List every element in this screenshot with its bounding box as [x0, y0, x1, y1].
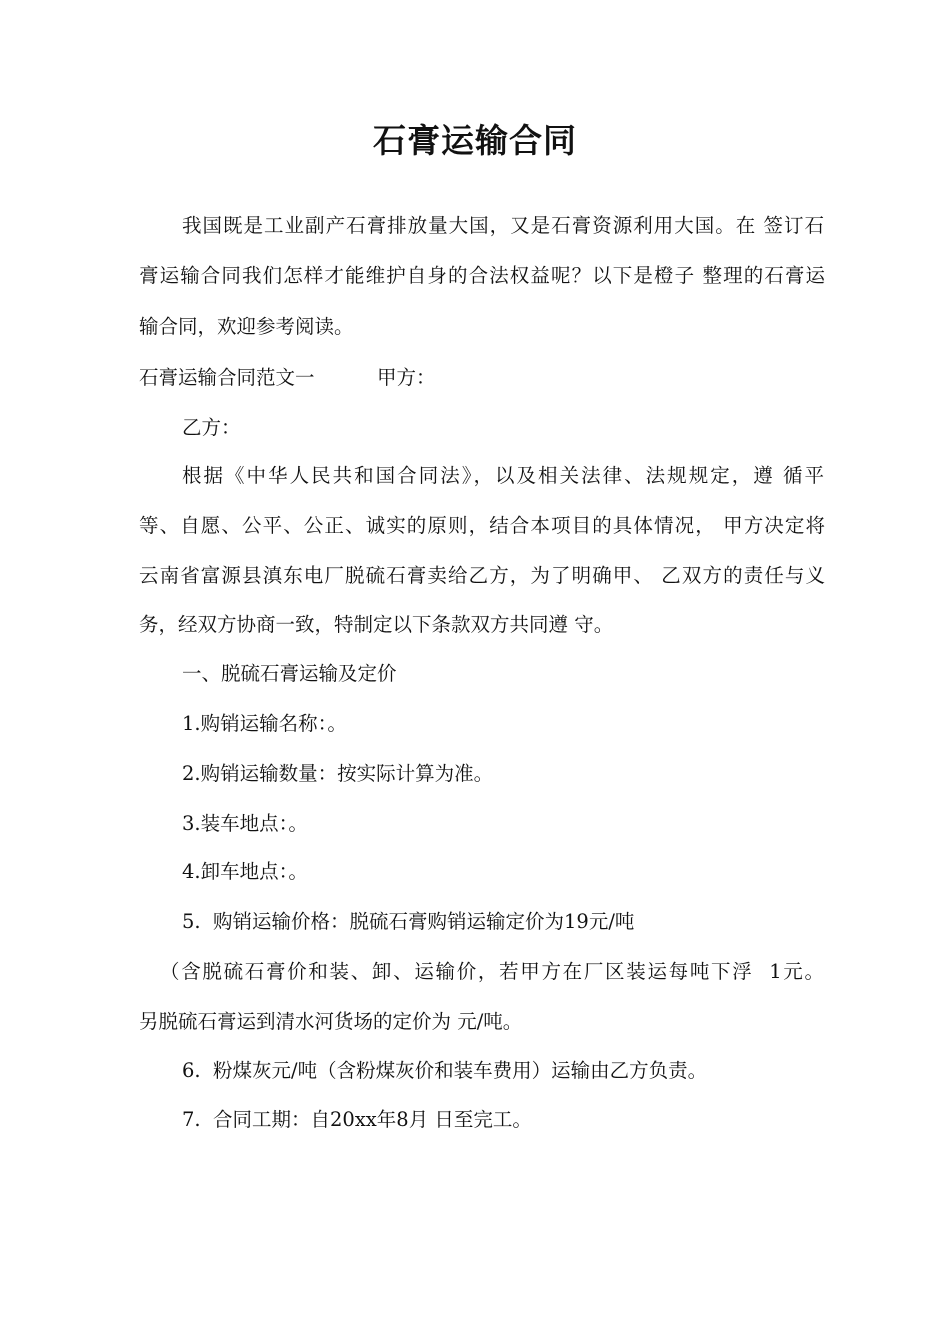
section-1-heading: 一、脱硫石膏运输及定价: [182, 662, 397, 685]
intro-line-1: 我国既是工业副产石膏排放量大国，又是石膏资源利用大国。在 签订石: [182, 214, 824, 237]
item-5-note-line-1: （含脱硫石膏价和装、卸、运输价，若甲方在厂区装运每吨下浮 1元。: [160, 960, 824, 983]
sample-heading: 石膏运输合同范文一: [139, 366, 315, 389]
item-3: 3.装车地点：。: [182, 812, 308, 835]
item-5-note-line-2: 另脱硫石膏运到清水河货场的定价为 元/吨。: [139, 1010, 523, 1033]
item-1: 1.购销运输名称：。: [182, 712, 347, 735]
item-7: 7. 合同工期：自20xx年8月 日至完工。: [182, 1108, 532, 1131]
document-title: 石膏运输合同: [373, 121, 577, 160]
item-6: 6. 粉煤灰元/吨（含粉煤灰价和装车费用）运输由乙方负责。: [182, 1059, 708, 1082]
item-5: 5. 购销运输价格：脱硫石膏购销运输定价为19元/吨: [182, 910, 635, 933]
basis-line-4: 务，经双方协商一致，特制定以下条款双方共同遵 守。: [139, 613, 614, 636]
party-a-label: 甲方：: [377, 366, 436, 389]
item-2: 2.购销运输数量：按实际计算为准。: [182, 762, 494, 785]
item-4: 4.卸车地点：。: [182, 860, 308, 883]
basis-line-1: 根据《中华人民共和国合同法》，以及相关法律、法规规定，遵 循平: [182, 464, 824, 487]
party-b-label: 乙方：: [182, 416, 241, 439]
basis-line-2: 等、自愿、公平、公正、诚实的原则，结合本项目的具体情况， 甲方决定将: [139, 514, 825, 537]
intro-line-2: 膏运输合同我们怎样才能维护自身的合法权益呢？以下是橙子 整理的石膏运: [139, 264, 825, 287]
intro-line-3: 输合同，欢迎参考阅读。: [139, 315, 354, 338]
basis-line-3: 云南省富源县滇东电厂脱硫石膏卖给乙方，为了明确甲、 乙双方的责任与义: [139, 564, 825, 587]
